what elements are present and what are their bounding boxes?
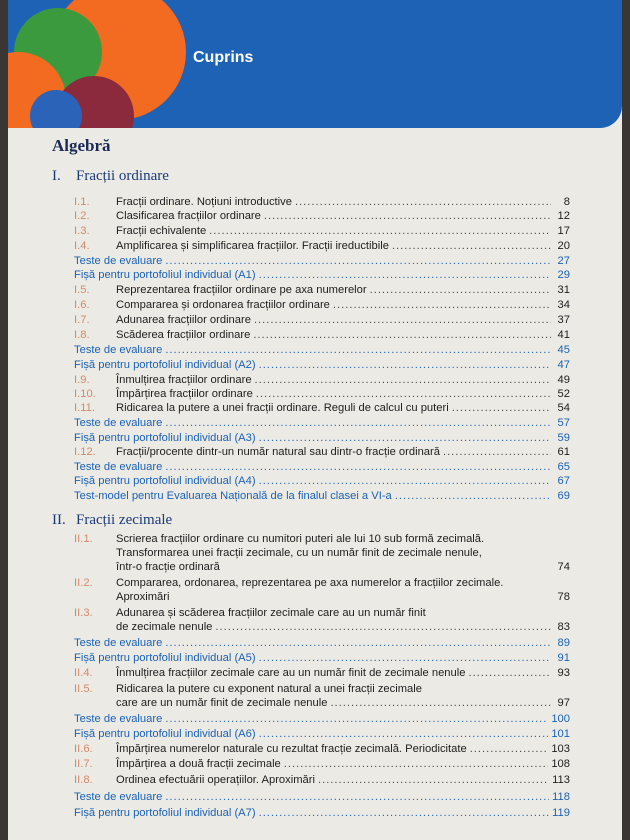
toc-entry-section[interactable] bbox=[74, 268, 570, 282]
entry-page: 34 bbox=[557, 299, 570, 311]
toc-entry[interactable] bbox=[74, 757, 570, 771]
entry-number: I.3. bbox=[74, 225, 90, 237]
entry-number: I.1. bbox=[74, 196, 90, 208]
entry-title: Teste de evaluare bbox=[74, 461, 163, 473]
entry-page: 100 bbox=[551, 713, 570, 725]
entry-title: Fișă pentru portofoliul individual (A4) bbox=[74, 475, 256, 487]
entry-title: Scăderea fracțiilor ordinare bbox=[116, 329, 251, 341]
leader-dots bbox=[392, 240, 551, 253]
toc-entry[interactable] bbox=[74, 373, 570, 387]
entry-number: II.7. bbox=[74, 758, 93, 770]
entry-page: 45 bbox=[557, 344, 570, 356]
toc-entry[interactable] bbox=[74, 195, 570, 209]
entry-title: Teste de evaluare bbox=[74, 637, 163, 649]
entry-title: Teste de evaluare bbox=[74, 713, 163, 725]
entry-page: 67 bbox=[557, 475, 570, 487]
toc-entry-test[interactable] bbox=[74, 712, 570, 726]
entry-page: 59 bbox=[557, 432, 570, 444]
toc-entry[interactable] bbox=[74, 298, 570, 312]
entry-title: Ridicarea la putere cu exponent natural a unei fracții zecimale bbox=[116, 683, 422, 695]
entry-page: 17 bbox=[557, 225, 570, 237]
entry-page: 41 bbox=[557, 329, 570, 341]
toc-entry-section[interactable] bbox=[74, 460, 570, 474]
toc-entry[interactable] bbox=[74, 773, 570, 787]
entry-number: II.2. bbox=[74, 577, 93, 589]
leader-dots bbox=[165, 417, 551, 430]
entry-number: I.7. bbox=[74, 314, 90, 326]
toc-entry[interactable] bbox=[74, 209, 570, 223]
entry-page: 52 bbox=[557, 388, 570, 400]
toc-entry[interactable] bbox=[74, 445, 570, 459]
header-banner bbox=[8, 0, 622, 128]
entry-page: 113 bbox=[552, 774, 570, 786]
toc-entry[interactable] bbox=[74, 682, 570, 696]
leader-dots bbox=[259, 432, 551, 445]
entry-number: II.3. bbox=[74, 607, 93, 619]
toc-entry-section[interactable] bbox=[74, 254, 570, 268]
entry-number: I.6. bbox=[74, 299, 90, 311]
entry-page: 101 bbox=[551, 728, 570, 740]
entry-number: II.6. bbox=[74, 743, 93, 755]
entry-title: Aproximări bbox=[116, 591, 170, 603]
leader-dots bbox=[254, 314, 551, 327]
entry-title: Fracții ordinare. Noțiuni introductive bbox=[116, 196, 292, 208]
leader-dots bbox=[253, 329, 551, 342]
entry-number: I.10. bbox=[74, 388, 96, 400]
entry-title: Test-model pentru Evaluarea Națională de la finalul clasei a VI-a bbox=[74, 490, 392, 502]
entry-title: de zecimale nenule bbox=[116, 621, 213, 633]
chapter-heading bbox=[52, 512, 172, 529]
entry-title: Compararea și ordonarea fracțiilor ordinare bbox=[116, 299, 330, 311]
entry-title: Înmulțirea fracțiilor zecimale care au un număr finit de zecimale nenule bbox=[116, 667, 466, 679]
entry-title: Fișă pentru portofoliul individual (A3) bbox=[74, 432, 256, 444]
logo-circles-icon bbox=[8, 0, 208, 128]
entry-number: II.5. bbox=[74, 683, 93, 695]
entry-title: Ordinea efectuării operațiilor. Aproximări bbox=[116, 774, 315, 786]
entry-title: Ridicarea la putere a unei fracții ordinare. Reguli de calcul cu puteri bbox=[116, 402, 449, 414]
book-page bbox=[8, 0, 622, 840]
toc-entry[interactable] bbox=[74, 239, 570, 253]
leader-dots bbox=[370, 284, 551, 297]
entry-number: I.9. bbox=[74, 374, 90, 386]
toc-entry-portfolio[interactable] bbox=[74, 727, 570, 741]
toc-entry-test[interactable] bbox=[74, 790, 570, 804]
chapter-title: Fracții zecimale bbox=[76, 512, 173, 528]
entry-number: I.2. bbox=[74, 210, 90, 222]
entry-page: 54 bbox=[557, 402, 570, 414]
entry-page: 89 bbox=[557, 637, 570, 649]
toc-entry-test[interactable] bbox=[74, 636, 570, 650]
toc-entry[interactable] bbox=[74, 328, 570, 342]
entry-page: 29 bbox=[557, 269, 570, 281]
chapter-roman: I. bbox=[52, 168, 61, 184]
entry-page: 97 bbox=[557, 697, 570, 709]
leader-dots bbox=[333, 299, 551, 312]
chapter-heading bbox=[52, 168, 169, 185]
entry-title: Teste de evaluare bbox=[74, 344, 163, 356]
toc-entry[interactable] bbox=[74, 224, 570, 238]
toc-entry-section[interactable] bbox=[74, 343, 570, 357]
toc-entry-continued[interactable] bbox=[74, 696, 570, 710]
entry-page: 78 bbox=[557, 591, 570, 603]
entry-page: 61 bbox=[557, 446, 570, 458]
entry-page: 31 bbox=[557, 284, 570, 296]
entry-page: 69 bbox=[557, 490, 570, 502]
toc-entry[interactable] bbox=[74, 401, 570, 415]
entry-number: II.8. bbox=[74, 774, 93, 786]
toc-entry-portfolio[interactable] bbox=[74, 806, 570, 820]
leader-dots bbox=[259, 475, 551, 488]
entry-page: 108 bbox=[551, 758, 570, 770]
toc-entry[interactable] bbox=[74, 666, 570, 680]
entry-page: 8 bbox=[563, 196, 570, 208]
leader-dots bbox=[443, 446, 551, 459]
entry-title: Fișă pentru portofoliul individual (A5) bbox=[74, 652, 256, 664]
toc-entry[interactable] bbox=[74, 387, 570, 401]
entry-page: 37 bbox=[557, 314, 570, 326]
entry-number: II.4. bbox=[74, 667, 93, 679]
entry-title: Fișă pentru portofoliul individual (A1) bbox=[74, 269, 256, 281]
toc-entry-section[interactable] bbox=[74, 489, 570, 503]
entry-page: 47 bbox=[557, 359, 570, 371]
toc-entry[interactable] bbox=[74, 576, 570, 590]
toc-entry[interactable] bbox=[74, 606, 570, 620]
entry-page: 74 bbox=[557, 561, 570, 573]
entry-number: II.1. bbox=[74, 533, 93, 545]
entry-page: 103 bbox=[551, 743, 570, 755]
chapter-title: Fracții ordinare bbox=[76, 168, 169, 184]
entry-page: 83 bbox=[557, 621, 570, 633]
entry-title: Adunarea fracțiilor ordinare bbox=[116, 314, 251, 326]
entry-page: 57 bbox=[557, 417, 570, 429]
entry-title: Teste de evaluare bbox=[74, 255, 163, 267]
entry-page: 118 bbox=[552, 791, 570, 803]
toc-entry-continued[interactable] bbox=[74, 560, 570, 574]
toc-entry-continued[interactable] bbox=[74, 590, 570, 604]
entry-page: 119 bbox=[552, 807, 570, 819]
entry-title: Amplificarea și simplificarea fracțiilor. Fracții ireductibile bbox=[116, 240, 389, 252]
entry-page: 27 bbox=[557, 255, 570, 267]
leader-dots bbox=[165, 255, 551, 268]
entry-number: I.8. bbox=[74, 329, 90, 341]
entry-title: într-o fracție ordinară bbox=[116, 561, 220, 573]
toc-entry-continued[interactable] bbox=[74, 620, 570, 634]
entry-page: 20 bbox=[557, 240, 570, 252]
entry-title: Împărțirea numerelor naturale cu rezultat fracție zecimală. Periodicitate bbox=[116, 743, 467, 755]
entry-number: I.5. bbox=[74, 284, 90, 296]
leader-dots bbox=[259, 359, 551, 372]
entry-number: I.11. bbox=[74, 402, 95, 414]
entry-number: I.12. bbox=[74, 446, 96, 458]
entry-title-continued: Transformarea unei fracții zecimale, cu un număr finit de zecimale nenule, bbox=[116, 547, 482, 559]
leader-dots bbox=[209, 225, 551, 238]
entry-title: Fișă pentru portofoliul individual (A2) bbox=[74, 359, 256, 371]
leader-dots bbox=[165, 344, 551, 357]
entry-page: 65 bbox=[557, 461, 570, 473]
entry-title: Teste de evaluare bbox=[74, 791, 163, 803]
header-title: Cuprins bbox=[193, 49, 254, 66]
entry-title: Adunarea și scăderea fracțiilor zecimale care au un număr finit bbox=[116, 607, 426, 619]
entry-title: Teste de evaluare bbox=[74, 417, 163, 429]
entry-page: 49 bbox=[557, 374, 570, 386]
part-title: Algebră bbox=[52, 136, 111, 155]
toc-entry-section[interactable] bbox=[74, 358, 570, 372]
toc-entry-section[interactable] bbox=[74, 431, 570, 445]
entry-number: I.4. bbox=[74, 240, 90, 252]
leader-dots bbox=[452, 402, 551, 415]
entry-title: Împărțirea fracțiilor ordinare bbox=[116, 388, 253, 400]
entry-title: Fracții echivalente bbox=[116, 225, 207, 237]
entry-title: Scrierea fracțiilor ordinare cu numitori puteri ale lui 10 sub formă zecimală. bbox=[116, 533, 485, 545]
leader-dots bbox=[165, 461, 551, 474]
toc-entry[interactable] bbox=[74, 313, 570, 327]
entry-title: Compararea, ordonarea, reprezentarea pe axa numerelor a fracțiilor zecimale. bbox=[116, 577, 504, 589]
leader-dots bbox=[295, 196, 551, 209]
entry-title: Fișă pentru portofoliul individual (A6) bbox=[74, 728, 256, 740]
leader-dots bbox=[259, 269, 551, 282]
entry-title: care are un număr finit de zecimale nenule bbox=[116, 697, 328, 709]
entry-title: Clasificarea fracțiilor ordinare bbox=[116, 210, 261, 222]
entry-page: 12 bbox=[557, 210, 570, 222]
entry-title: Împărțirea a două fracții zecimale bbox=[116, 758, 281, 770]
toc-entry[interactable] bbox=[74, 532, 570, 546]
leader-dots bbox=[256, 388, 551, 401]
toc-entry[interactable] bbox=[74, 742, 570, 756]
entry-title: Fracții/procente dintr-un număr natural sau dintr-o fracție ordinară bbox=[116, 446, 440, 458]
toc-entry-section[interactable] bbox=[74, 416, 570, 430]
entry-title: Înmulțirea fracțiilor ordinare bbox=[116, 374, 252, 386]
toc-entry[interactable] bbox=[74, 283, 570, 297]
toc-entry-portfolio[interactable] bbox=[74, 651, 570, 665]
entry-title: Reprezentarea fracțiilor ordinare pe axa numerelor bbox=[116, 284, 367, 296]
leader-dots bbox=[395, 490, 551, 503]
leader-dots bbox=[264, 210, 551, 223]
entry-page: 91 bbox=[557, 652, 570, 664]
entry-page: 93 bbox=[557, 667, 570, 679]
leader-dots bbox=[255, 374, 551, 387]
entry-title: Fișă pentru portofoliul individual (A7) bbox=[74, 807, 256, 819]
chapter-roman: II. bbox=[52, 512, 66, 528]
toc-entry-section[interactable] bbox=[74, 474, 570, 488]
